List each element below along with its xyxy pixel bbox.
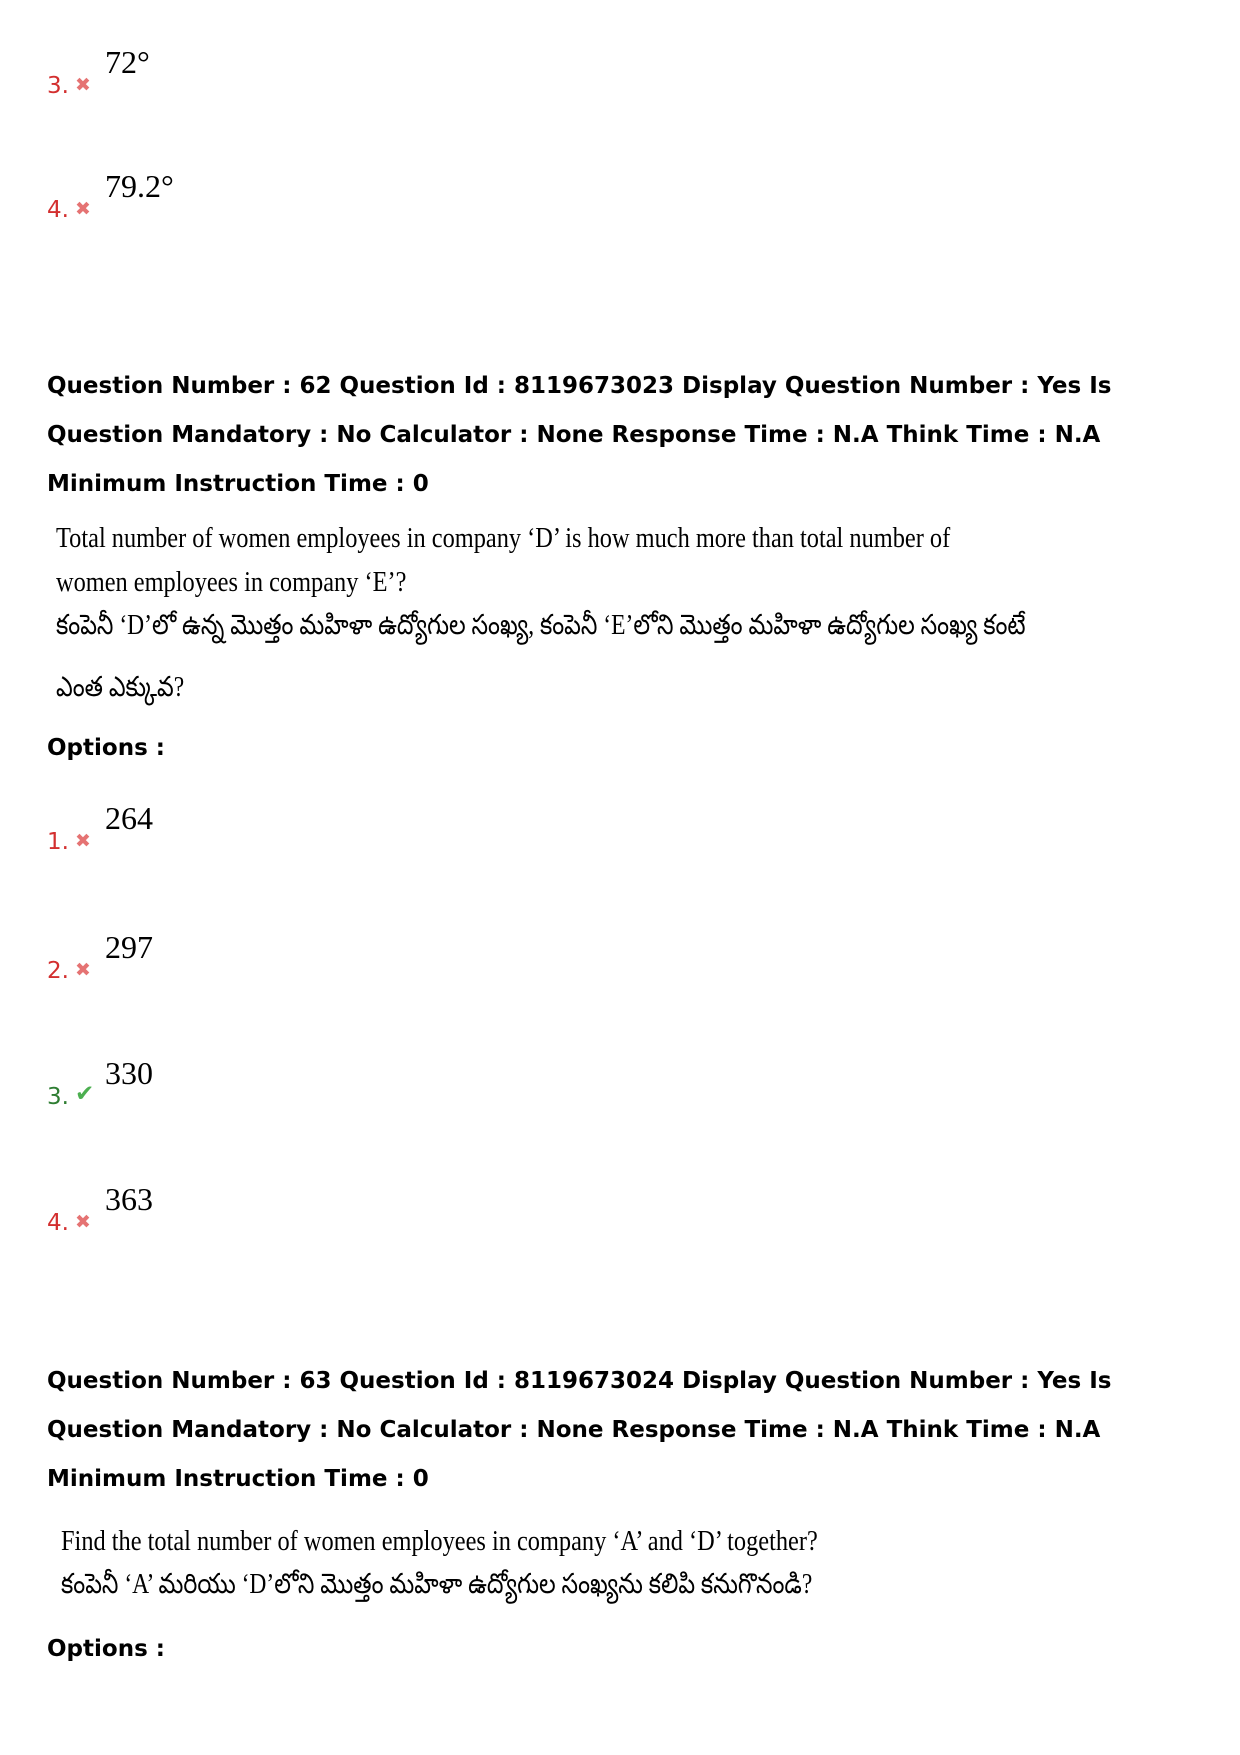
question-meta: Question Number : 63 Question Id : 8119673024 Display Question Number : Yes Is Question Mandatory : No Calculator : None Response Time : N.A Think Time : N.A Minimum Instruction Time : 0 bbox=[47, 1368, 1112, 1492]
cross-icon: ✖ bbox=[75, 74, 91, 96]
option-number: 3. bbox=[47, 1084, 69, 1110]
option-row bbox=[47, 168, 174, 223]
option-number: 2. bbox=[47, 958, 69, 984]
options-label: Options : bbox=[47, 735, 165, 761]
question-text bbox=[56, 516, 1026, 710]
option-value: 297 bbox=[105, 929, 153, 965]
question-text bbox=[61, 1519, 818, 1607]
option-value: 72° bbox=[105, 44, 150, 80]
option-value: 330 bbox=[105, 1055, 153, 1091]
question-meta: Question Number : 62 Question Id : 8119673023 Display Question Number : Yes Is Question Mandatory : No Calculator : None Response Time : N.A Think Time : N.A Minimum Instruction Time : 0 bbox=[47, 373, 1112, 497]
option-row bbox=[47, 929, 153, 984]
cross-icon: ✖ bbox=[75, 198, 91, 220]
option-row bbox=[47, 800, 153, 855]
question-text-en-line: women employees in company ‘E’? bbox=[56, 566, 407, 598]
question-text-en-line: Find the total number of women employees in company ‘A’ and ‘D’ together? bbox=[61, 1525, 818, 1557]
question-text-en-line: Total number of women employees in company ‘D’ is how much more than total number of bbox=[56, 522, 951, 554]
check-icon: ✔ bbox=[75, 1081, 95, 1107]
question-text-te-line: కంపెనీ ‘D’లో ఉన్న మొత్తం మహిళా ఉద్యోగుల సంఖ్య, కంపెనీ ‘E’లోని మొత్తం మహిళా ఉద్యోగుల సంఖ్య కంటే bbox=[56, 610, 1026, 641]
options-label: Options : bbox=[47, 1636, 165, 1662]
cross-icon: ✖ bbox=[75, 959, 91, 981]
cross-icon: ✖ bbox=[75, 1211, 91, 1233]
question-text-te-line: కంపెనీ ‘A’ మరియు ‘D’లోని మొత్తం మహిళా ఉద్యోగుల సంఖ్యను కలిపి కనుగొనండి? bbox=[61, 1569, 813, 1600]
cross-icon: ✖ bbox=[75, 830, 91, 852]
option-number: 4. bbox=[47, 197, 69, 223]
option-value: 264 bbox=[105, 800, 153, 836]
option-row bbox=[47, 1181, 153, 1236]
option-value: 363 bbox=[105, 1181, 153, 1217]
option-row bbox=[47, 1055, 153, 1110]
question-text-te-line: ఎంత ఎక్కువ? bbox=[56, 672, 185, 703]
option-number: 3. bbox=[47, 73, 69, 99]
option-number: 1. bbox=[47, 829, 69, 855]
option-number: 4. bbox=[47, 1210, 69, 1236]
option-value: 79.2° bbox=[105, 168, 174, 204]
option-row bbox=[47, 44, 150, 99]
